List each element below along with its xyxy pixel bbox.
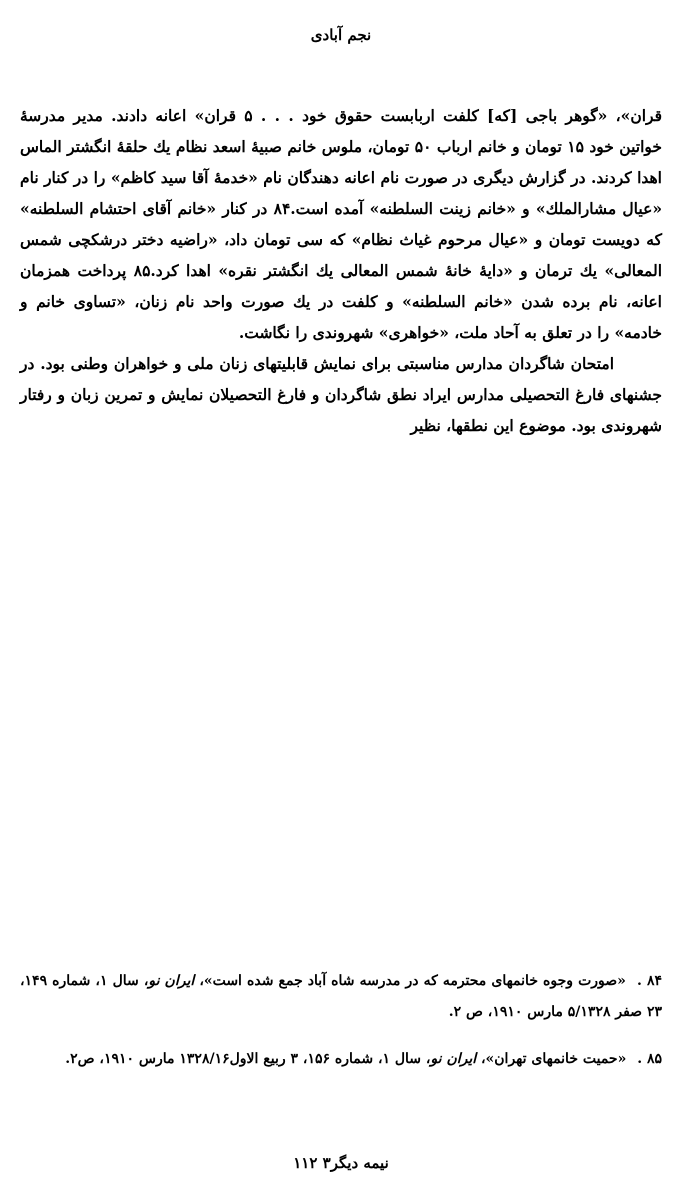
footnotes-section [20,966,662,1091]
footnote-source-title: ایران نو [148,973,195,989]
footnote-number: ۸۵ . [637,1051,662,1067]
footnote-source-title: ایران نو [430,1051,477,1067]
running-header: نجم آبادی [310,26,372,44]
footnote-citation: ، سال ۱، شماره ۱۵۶، ۳ ربیع الاول۱۳۲۸/۱۶ مارس ۱۹۱۰، ص۲. [65,1051,431,1067]
footnote-text: «صورت وجوه خانمهای محترمه که در مدرسه شاه آباد جمع شده است»، [199,973,626,989]
footnote-citation: ، سال ۱، شماره ۱۴۹، ۲۳ صفر ۵/۱۳۲۸ مارس ۱۹۱۰، ص ۲. [20,973,662,1020]
paragraph: امتحان شاگردان مدارس مناسبتی برای نمایش قابلیتهای زنان ملی و خواهران وطنی بود. در جشنهای فارغ التحصیلی مدارس ایراد نطق شاگردان و فارغ التحصیلان نمایش و تمرین زبان و رفتار شهروندی بود. موضوع این نطقها، نظیر [20,354,662,435]
paragraph: قران»، «گوهر باجی [که] کلفت اربابست حقوق خود . . . ۵ قران» اعانه دادند. مدیر مدرسهٔ خواتین خود ۱۵ تومان و خانم ارباب ۵۰ تومان، ملوس خانم صبیهٔ اسعد نظام یك حلقهٔ انگشتر الماس اهدا کردند. در گزارش دیگری در صورت نام اعانه دهندگان نام «خدمهٔ آقا سید کاظم» را در کنار نام «عیال مشارالملك» و «خانم زینت السلطنه» آمده است.۸۴ در کنار «خانم آقای احتشام السلطنه» که دویست تومان و «عیال مرحوم غیاث نظام» که سی تومان داد، «راضیه دختر درشکچی شمس المعالی» یك ترمان و «دایهٔ خانهٔ شمس المعالی یك انگشتر نقره» اهدا کرد.۸۵ پرداخت همزمان اعانه، نام برده شدن «خانم السلطنه» و کلفت در یك صورت واحد نام زنان، «تساوی خانم و خادمه» را در تعلق به آحاد ملت، «خواهری» شهروندی را نگاشت. [20,106,663,342]
footnote-number: ۸۴ . [637,973,662,989]
footnote-text: «حمیت خانمهای تهران»، [481,1051,627,1067]
footnote-84 [20,966,662,1028]
footnote-85 [20,1044,662,1075]
main-body-text [20,100,662,441]
page-footer: نیمه دیگر۳ ۱۱۲ [293,1154,389,1172]
